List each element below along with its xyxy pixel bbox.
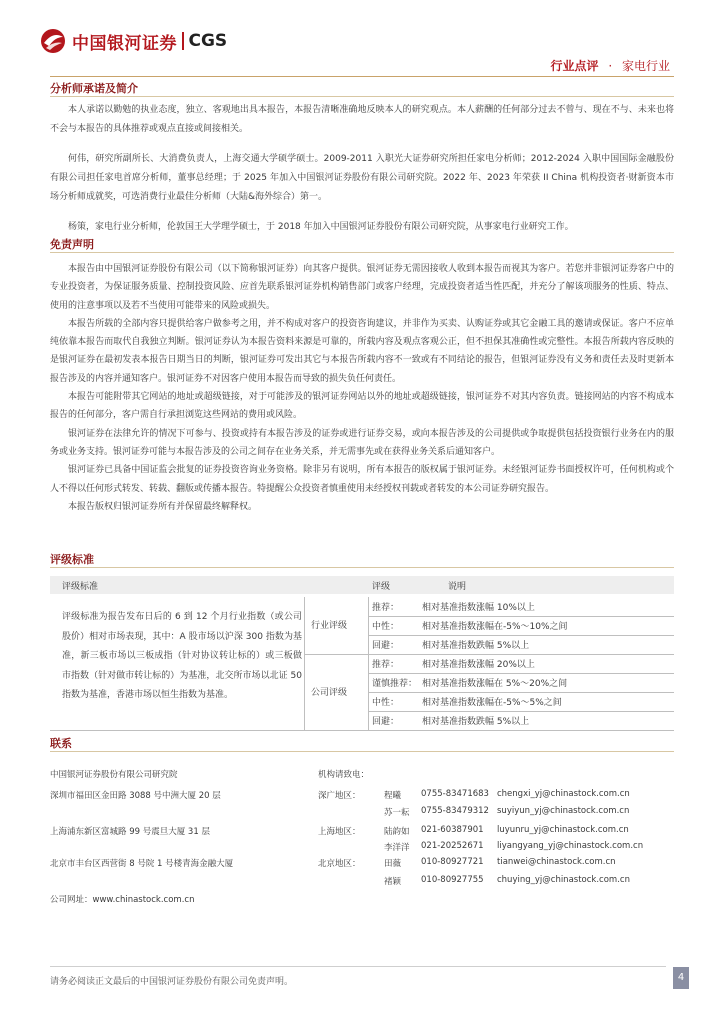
rating-name: 推荐：: [372, 660, 400, 670]
rating-row: [368, 711, 674, 730]
rating-name: 中性：: [372, 622, 400, 632]
industry-rating-label: 行业评级: [311, 621, 348, 631]
contact-phone[interactable]: 0755-83471683: [421, 789, 489, 799]
contact-address: 上海浦东新区富城路 99 号震旦大厦 31 层: [50, 827, 210, 837]
rating-row: [368, 692, 674, 712]
col-header-desc: 说明: [448, 582, 467, 592]
contact-inst-header: 机构请致电：: [318, 770, 370, 780]
report-type-label: 行业点评: [550, 59, 599, 73]
col-header-rating: 评级: [372, 582, 391, 592]
company-rating-label: 公司评级: [311, 688, 348, 698]
contact-phone[interactable]: 010-80927755: [421, 875, 484, 885]
contact-phone[interactable]: 021-60387901: [421, 825, 484, 835]
page-number: 4: [673, 967, 689, 989]
section-title-disclaimer: 免责声明: [50, 238, 94, 251]
logo-divider: [182, 32, 184, 50]
contact-email-link[interactable]: chuying_yj@chinastock.com.cn: [497, 875, 630, 885]
disclaimer-paragraph: 银河证券在法律允许的情况下可参与、投资或持有本报告涉及的证券或进行证券交易，或向本报告涉及的公司提供或争取提供包括投资银行业务在内的服务或业务支持。银河证券可能与本报告涉及的公司之间存在业务关系，并无需事先或在获得业务关系后通知客户。: [50, 428, 674, 457]
contact-address: 北京市丰台区西营街 8 号院 1 号楼青海金融大厦: [50, 859, 234, 869]
logo-english-text: CGS: [188, 31, 228, 51]
disclaimer-text: [50, 260, 674, 516]
col-header-standard: 评级标准: [62, 582, 99, 592]
rating-table-header: [50, 576, 674, 594]
disclaimer-paragraph: 本报告可能附带其它网站的地址或超级链接，对于可能涉及的银河证券网站以外的地址或超级链接，银河证券不对其内容负责。链接网站的内容不构成本报告的任何部分，客户需自行承担浏览这些网站的费用或风险。: [50, 392, 674, 421]
contact-person-name: 李洋洋: [384, 843, 410, 853]
analyst-paragraph: 杨策，家电行业分析师，伦敦国王大学理学硕士，于 2018 年加入中国银河证券股份有限公司研究院，从事家电行业研究工作。: [68, 222, 574, 232]
contact-person-name: 陆韵如: [384, 827, 410, 837]
rating-desc: 相对基准指数涨幅 20%以上: [422, 660, 535, 670]
rating-name: 推荐：: [372, 603, 400, 613]
analyst-paragraph: 本人承诺以勤勉的执业态度，独立、客观地出具本报告，本报告清晰准确地反映本人的研究观点。本人薪酬的任何部分过去不曾与、现在不与、未来也将不会与本报告的具体推荐或观点直接或间接相关。: [50, 105, 674, 134]
rating-row: [368, 654, 674, 674]
contact-email-link[interactable]: liyangyang_yj@chinastock.com.cn: [497, 841, 644, 851]
section-rule-analyst: [50, 96, 674, 97]
logo-chinese-text: 中国银河证券: [72, 33, 177, 54]
contact-email-link[interactable]: luyunru_yj@chinastock.com.cn: [497, 825, 629, 835]
table-divider: [304, 597, 305, 730]
contact-region: 深广地区：: [318, 791, 361, 801]
rating-standard-text: 评级标准为报告发布日后的 6 到 12 个月行业指数（或公司股价）相对市场表现，其中：A 股市场以沪深 300 指数为基准，新三板市场以三板成指（针对协议转让标的）或三板做市指数（针对做市转让标的）为基准，北交所市场以北证 50 指数为基准，香港市场以恒生指数为基准。: [62, 612, 302, 700]
industry-label: 家电行业: [621, 59, 670, 73]
contact-region: 北京地区：: [318, 859, 361, 869]
logo: [40, 28, 227, 54]
rating-desc: 相对基准指数涨幅在-5%～10%之间: [422, 622, 568, 632]
rating-desc: 相对基准指数涨幅在-5%～5%之间: [422, 698, 562, 708]
contact-email-link[interactable]: suyiyun_yj@chinastock.com.cn: [497, 806, 630, 816]
contact-phone[interactable]: 021-20252671: [421, 841, 484, 851]
rating-row: [368, 673, 674, 693]
rating-row: [368, 616, 674, 636]
header-rule: [50, 76, 674, 77]
contact-person-name: 褚颖: [384, 877, 402, 887]
contact-company: 中国银河证券股份有限公司研究院: [50, 770, 178, 780]
table-bottom-rule: [50, 730, 674, 731]
disclaimer-paragraph: 本报告版权归银河证券所有并保留最终解释权。: [68, 501, 258, 512]
rating-name: 谨慎推荐：: [372, 679, 418, 689]
contact-phone[interactable]: 0755-83479312: [421, 806, 489, 816]
contact-person-name: 苏一耘: [384, 808, 410, 818]
analyst-text: [50, 101, 674, 237]
footer-disclaimer: 请务必阅读正文最后的中国银河证券股份有限公司免责声明。: [50, 977, 294, 987]
report-type-separator: ·: [608, 59, 613, 73]
disclaimer-paragraph: 银河证券已具备中国证监会批复的证券投资咨询业务资格。除非另有说明，所有本报告的版权属于银河证券。未经银河证券书面授权许可，任何机构或个人不得以任何形式转发、转载、翻版或传播本报告。特提醒公众投资者慎重使用未经授权刊载或者转发的本公司证券研究报告。: [50, 465, 674, 494]
section-title-rating: 评级标准: [50, 553, 94, 566]
section-rule-contact: [50, 751, 674, 752]
contact-address: 深圳市福田区金田路 3088 号中洲大厦 20 层: [50, 791, 221, 801]
analyst-paragraph: 何伟，研究所副所长、大消费负责人，上海交通大学硕学硕士。2009-2011 入职光大证券研究所担任家电分析师；2012-2024 入职中国国际金融股份有限公司担任家电首席分析师，董事总经理；于 2025 年加入中国银河证券股份有限公司研究院。2022 年、2023 年荣获 II China 机构投资者·财新资本市场分析师成就奖，可选消费行业最佳分析师（大陆&海外综合）第一。: [50, 154, 674, 202]
rating-desc: 相对基准指数跌幅 5%以上: [422, 717, 530, 727]
footer-rule: [50, 966, 666, 967]
galaxy-logo-icon: [40, 28, 66, 54]
contact-person-name: 田薇: [384, 859, 402, 869]
rating-row: [368, 635, 674, 654]
contact-email-link[interactable]: chengxi_yj@chinastock.com.cn: [497, 789, 630, 799]
rating-name: 回避：: [372, 641, 400, 651]
disclaimer-paragraph: 本报告所载的全部内容只提供给客户做参考之用，并不构成对客户的投资咨询建议，并非作为买卖、认购证券或其它金融工具的邀请或保证。客户不应单纯依靠本报告而取代自我独立判断。银河证券认为本报告资料来源是可靠的，所载内容及观点客观公正，但不担保其准确性或完整性。本报告所载内容反映的是银河证券在最初发表本报告日期当日的判断，银河证券可发出其它与本报告所载内容不一致或有不同结论的报告，但银河证券没有义务和责任去及时更新本报告涉及的内容并通知客户。银河证券不对因客户使用本报告而导致的损失负任何责任。: [50, 318, 674, 384]
rating-desc: 相对基准指数涨幅 10%以上: [422, 603, 535, 613]
rating-desc: 相对基准指数涨幅在 5%～20%之间: [422, 679, 568, 689]
report-type: [550, 57, 670, 74]
disclaimer-paragraph: 本报告由中国银河证券股份有限公司（以下简称银河证券）向其客户提供。银河证券无需因接收人收到本报告而视其为客户。若您并非银河证券客户中的专业投资者，为保证服务质量、控制投资风险、应首先联系银河证券机构销售部门或客户经理，完成投资者适当性匹配，并充分了解该项服务的性质、特点、使用的注意事项以及若不当使用可能带来的风险或损失。: [50, 264, 674, 311]
section-title-contact: 联系: [50, 737, 72, 750]
rating-row: [368, 597, 674, 617]
contact-region: 上海地区：: [318, 827, 361, 837]
rating-name: 中性：: [372, 698, 400, 708]
section-rule-disclaimer: [50, 252, 674, 253]
contact-phone[interactable]: 010-80927721: [421, 857, 484, 867]
rating-desc: 相对基准指数跌幅 5%以上: [422, 641, 530, 651]
section-title-analyst: 分析师承诺及简介: [50, 82, 138, 95]
section-rule-rating: [50, 567, 674, 568]
contact-email-link[interactable]: tianwei@chinastock.com.cn: [497, 857, 616, 867]
contact-person-name: 程曦: [384, 791, 402, 801]
rating-name: 回避：: [372, 717, 400, 727]
company-website-link[interactable]: 公司网址：www.chinastock.com.cn: [50, 895, 195, 905]
